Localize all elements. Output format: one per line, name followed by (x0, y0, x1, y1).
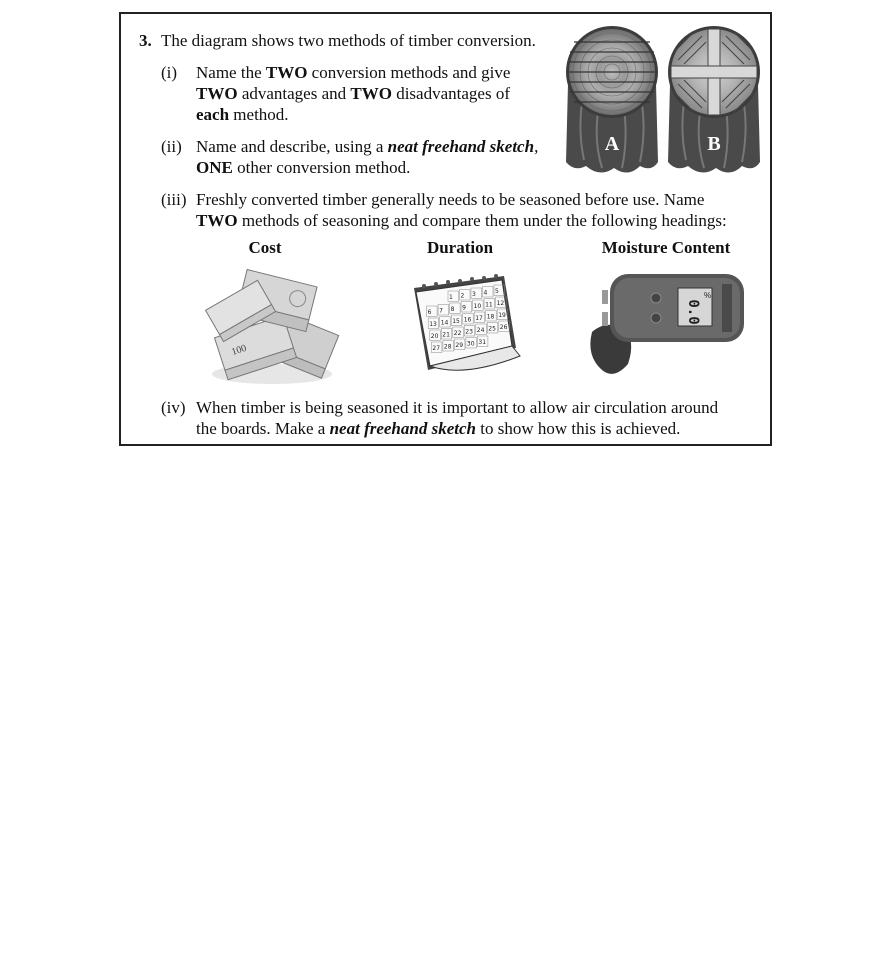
text-run: methods of seasoning and compare them under the following headings: (237, 211, 727, 230)
text-run: TWO (196, 211, 238, 230)
calendar-day: 17 (475, 315, 483, 322)
text-run: to show how this is achieved. (475, 419, 681, 438)
part-iii-line (196, 190, 704, 210)
heading-cost: Cost (248, 238, 282, 257)
moisture-meter-icon (584, 268, 750, 380)
money-stack-icon (200, 262, 340, 388)
calendar-day: 28 (443, 343, 452, 351)
part-ii-line (196, 158, 410, 178)
text-run: TWO (265, 63, 308, 82)
text-run: TWO (196, 84, 238, 103)
calendar-day: 4 (483, 289, 488, 297)
log-a-label: A (604, 133, 620, 155)
text-run: Freshly converted timber generally needs to be seasoned before use. Name (196, 190, 705, 209)
calendar-day: 23 (465, 328, 473, 336)
calendar-day: 6 (427, 309, 432, 316)
calendar-day: 20 (430, 333, 439, 340)
calendar-day: 24 (476, 327, 485, 334)
part-iv-line (196, 398, 718, 418)
text-run: When timber is being seasoned it is important to allow air circulation around (196, 398, 719, 417)
text-run: ONE (196, 158, 233, 177)
part-i-line (196, 63, 510, 83)
text-run: TWO (350, 84, 392, 103)
part-label-ii: (ii) (161, 137, 182, 156)
calendar-day: 12 (496, 300, 505, 307)
text-run: the boards. Make a (196, 419, 330, 438)
calendar-day: 27 (432, 345, 441, 352)
calendar-day: 5 (495, 288, 499, 295)
meter-unit: % (704, 291, 712, 300)
calendar-day: 16 (463, 316, 472, 324)
calendar-day: 31 (478, 339, 487, 346)
calendar-day: 7 (439, 307, 443, 315)
text-run: disadvantages of (391, 84, 510, 103)
calendar-day: 21 (442, 331, 450, 339)
text-run: neat freehand sketch (387, 137, 535, 156)
calendar-day: 19 (498, 312, 506, 319)
part-iv-line (196, 419, 680, 439)
calendar-day: 9 (462, 304, 466, 312)
text-run: other conversion method. (232, 158, 411, 177)
calendar-day: 11 (485, 301, 493, 309)
text-run: , (534, 137, 539, 156)
calendar-day: 14 (440, 319, 449, 327)
calendar-day: 22 (453, 330, 462, 337)
text-run: each (196, 105, 230, 124)
part-i-line (196, 84, 510, 104)
calendar-day: 1 (449, 294, 453, 301)
calendar-day: 29 (455, 342, 464, 349)
question-intro: The diagram shows two methods of timber conversion. (161, 31, 536, 50)
calendar-day: 3 (472, 291, 476, 298)
text-run: Name the (196, 63, 266, 82)
calendar-day: 10 (473, 303, 482, 310)
part-iii-line (196, 211, 727, 231)
text-run: neat freehand sketch (329, 419, 476, 438)
money-label-front: 100 (230, 342, 248, 358)
log-b-label: B (707, 133, 721, 155)
calendar-day: 2 (460, 292, 465, 300)
calendar-day: 30 (466, 340, 475, 348)
calendar-day: 25 (488, 325, 496, 333)
part-ii-line (196, 137, 538, 157)
calendar-icon (404, 266, 524, 384)
meter-display: 0.0 (685, 299, 701, 325)
heading-moisture-content: Moisture Content (601, 238, 731, 257)
text-run: method. (229, 105, 289, 124)
calendar-day: 15 (452, 318, 460, 325)
part-label-iv: (iv) (161, 398, 186, 417)
calendar-day: 8 (450, 306, 455, 313)
text-run: conversion methods and give (307, 63, 511, 82)
part-label-iii: (iii) (161, 190, 187, 209)
part-i-line (196, 105, 289, 125)
text-run: Name and describe, using a (196, 137, 388, 156)
text-run: advantages and (237, 84, 351, 103)
log-a-diagram (562, 22, 662, 180)
log-b-diagram (664, 22, 764, 180)
calendar-day: 26 (499, 324, 508, 331)
part-label-i: (i) (161, 63, 178, 82)
calendar-day: 18 (486, 313, 495, 321)
calendar-day: 13 (429, 321, 437, 328)
heading-duration: Duration (426, 238, 494, 257)
question-number: 3. (139, 31, 152, 50)
